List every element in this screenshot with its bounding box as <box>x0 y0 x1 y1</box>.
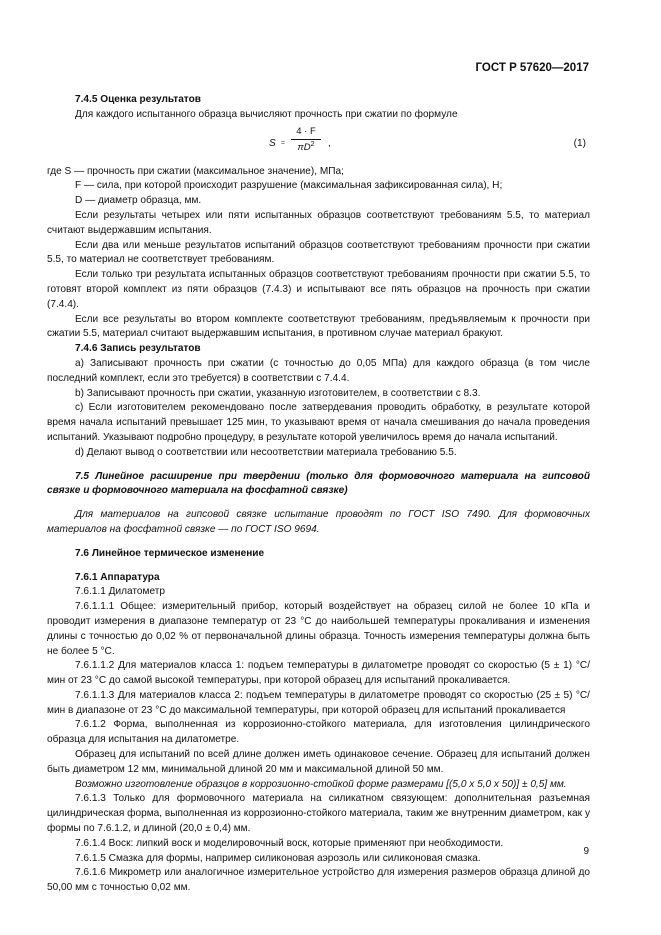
paragraph: Если результаты четырех или пяти испытанных образцов соответствуют требованиям 5.5, то материал считают выдержавшим испытания. <box>47 209 590 236</box>
formula-comma: , <box>328 137 331 149</box>
list-item-b: b) Записывают прочность при сжатии, указанную изготовителем, в соответствии с 8.3. <box>75 387 481 399</box>
paragraph: 7.6.1.2 Форма, выполненная из коррозионно-стойкого материала, для изготовления цилиндрического образца для испытания на дилатометре. <box>47 719 590 746</box>
paragraph: 7.6.1.3 Только для формовочного материала на силикатном связующем: дополнительная разъемная цилиндрическая форма, выполненная из коррозионно-стойкого материала, таким же внутренним диаметром, как у формы по 7.6.1.2, и длиной (20,0 ± 0,4) мм. <box>47 793 590 835</box>
paragraph: Если все результаты во втором комплекте соответствуют требованиям, предъявляемым к прочности при сжатии 5.5, материал считают выдержавшим испытания, в противном случае материал бракуют. <box>47 313 590 340</box>
formula-number: (1) <box>573 137 586 149</box>
paragraph: 7.6.1.5 Смазка для формы, например силиконовая аэрозоль или силиконовая смазка. <box>75 852 481 864</box>
formula-lhs: S <box>269 137 276 149</box>
formula-denominator: $\pi D^2$ <box>297 140 315 153</box>
paragraph: Образец для испытаний по всей длине должен иметь одинаковое сечение. Образец для испытаний должен быть диаметром 12 мм, минимальной длиной 20 мм и максимальной длиной 50 мм. <box>47 749 590 775</box>
paragraph: 7.6.1.1.2 Для материалов класса 1: подъем температуры в дилатометре проводят со скоростью (5 ± 1) °С/мин от 23 °С до самой высокой температуры, при которой образец для испытаний прокаливается. <box>47 660 590 687</box>
list-item-c: с) Если изготовителем рекомендовано после затвердевания проводить обработку, в результате которой время начала испытаний превышает 125 мин, то указывают время от начала смешивания до начала проведения испытаний. Указывают подробно процедуру, в результате которой увеличилось время до начала испытаний. <box>47 402 590 443</box>
document-body <box>47 93 590 896</box>
section-heading-7-4-5: 7.4.5 Оценка результатов <box>75 94 201 105</box>
where-f: F — сила, при которой происходит разрушение (максимальная зафиксированная сила), Н; <box>75 180 503 192</box>
section-heading-7-5: 7.5 Линейное расширение при твердении (только для формовочного материала на гипсовой связке и формовочного материала на фосфатной связке) <box>47 470 590 497</box>
formula-fraction <box>291 125 321 156</box>
paragraph: 7.6.1.4 Воск: липкий воск и моделировочный воск, которые применяют при необходимости. <box>75 837 504 849</box>
section-7-5-text: Для материалов на гипсовой связке испытание проводят по ГОСТ ISO 7490. Для формовочных материалов на фосфатной связке — по ГОСТ ISO 9694. <box>47 509 590 535</box>
where-d: D — диаметр образца, мм. <box>75 195 202 207</box>
paragraph-note: Возможно изготовление образцов в коррозионно-стойкой форме размерами [(5,0 х 5,0 х 50)] ± 0,5] мм. <box>75 778 567 790</box>
paragraph: 7.6.1.1.3 Для материалов класса 2: подъем температуры в дилатометре проводят со скоростью (25 ± 5) °С/мин в диапазоне от 23 °С до максимальной температуры, при которой образец для испытаний прокаливается <box>47 689 590 716</box>
section-heading-7-6-1: 7.6.1 Аппаратура <box>75 571 160 583</box>
page-number: 9 <box>583 846 589 857</box>
paragraph: 7.6.1.6 Микрометр или аналогичное измерительное устройство для измерения размеров образца длиной до 50,00 мм с точностью 0,02 мм. <box>47 867 590 894</box>
where-s: где S — прочность при сжатии (максимальное значение), МПа; <box>47 165 344 177</box>
paragraph: Если только три результата испытанных образцов соответствуют требованиям прочности при сжатии 5.5, то готовят второй комплект из пяти образцов (7.4.3) и испытывают все пять образцов на прочность при сжатии (7.4.4). <box>47 269 590 310</box>
paragraph: Если два или меньше результатов испытаний образцов соответствуют требованиям прочности при сжатии 5.5, то материал не соответствует требованиям. <box>47 239 590 266</box>
paragraph: 7.6.1.1 Дилатометр <box>75 586 166 598</box>
list-item-a: а) Записывают прочность при сжатии (с точностью до 0,05 МПа) для каждого образца (в том числе последний комплект, если это требуется) в соответствии с 7.4.4. <box>47 357 590 384</box>
section-heading-7-6: 7.6 Линейное термическое изменение <box>75 547 265 559</box>
paragraph: 7.6.1.1.1 Общее: измерительный прибор, который воздействует на образец силой не более 10 кПа и проводит измерения в диапазоне температур от 23 °С до наибольшей температуры прокаливания и изменения длины с точностью до 0,02 % от первоначальной длины образца. Точность измерения температуры должна быть не более 5 °С. <box>47 601 590 657</box>
list-item-d: d) Делают вывод о соответствии или несоответствии материала требованию 5.5. <box>75 446 457 458</box>
formula-numerator: 4 · F <box>291 125 321 140</box>
formula-equals: = <box>281 139 286 147</box>
formula-1 <box>47 125 590 163</box>
formula-intro: Для каждого испытанного образца вычисляют прочность при сжатии по формуле <box>75 108 458 120</box>
document-standard-id: ГОСТ Р 57620—2017 <box>475 62 589 74</box>
section-heading-7-4-6: 7.4.6 Запись результатов <box>75 343 201 355</box>
